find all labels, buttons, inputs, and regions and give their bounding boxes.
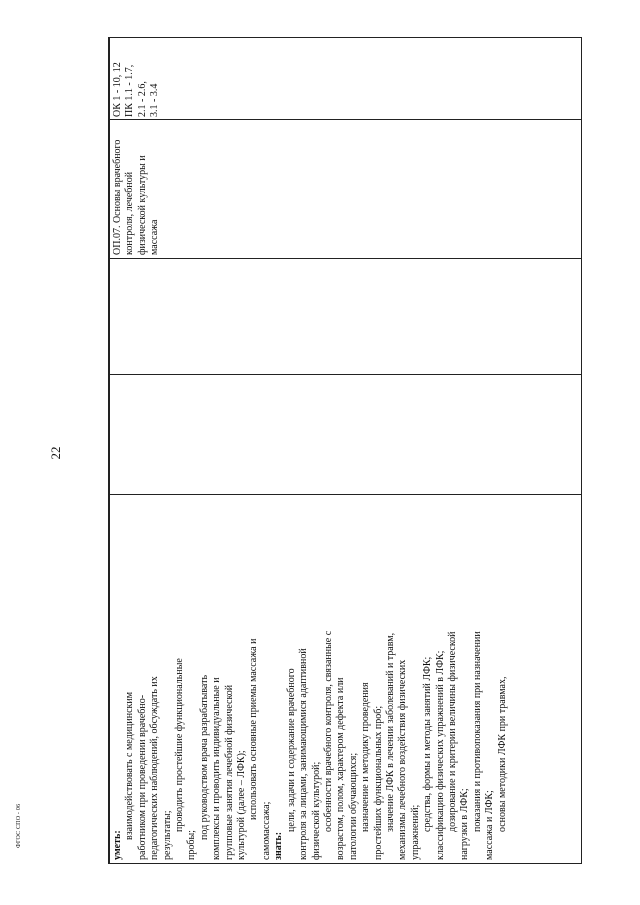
skill-line: возрастом, полом, характером дефекта или [335,677,347,860]
skill-line: механизмы лечебного воздействия физических [397,659,409,860]
skill-line: назначение и методику проведения [360,682,372,832]
skill-line: средства, формы и методы занятий ЛФК; [422,656,434,832]
skill-line: дозирование и критерии величины физической [446,631,458,832]
rotated-page-content [108,37,582,864]
competencies-cell [112,39,162,117]
column-divider [109,119,581,120]
competency-line: 3.1 - 3.4 [149,83,161,117]
skill-line: под руководством врача разрабатывать [198,674,210,840]
skill-line: самомассажа; [260,801,272,860]
skill-line: педагогических наблюдений, обсуждать их [149,676,161,860]
skill-line: групповые занятия лечебной физической [223,684,235,860]
skill-line: пробы; [186,830,198,860]
skill-line: взаимодействовать с медицинским [124,691,136,840]
section-heading: знать: [273,831,285,860]
skill-line: основы методики ЛФК при травмах, [496,676,508,832]
skill-line: проводить простейшие функциональные [174,658,186,832]
discipline-cell: ОП.07. Основы врачебного контроля, лечебной физической культуры и массажа [112,139,161,255]
skill-line: классификацию физических упражнений в ЛФК; [434,650,446,860]
skill-line: упражнений; [409,804,421,860]
skill-line: простейших функциональных проб; [372,705,384,860]
page-footer: ФГОС СПО - 06 [16,803,22,848]
column-divider [109,258,581,259]
skill-line: цели, задачи и содержание врачебного [285,668,297,832]
skill-line: значение ЛФК в лечении заболеваний и травм, [384,632,396,832]
skill-line: показания и противопоказания при назначении [471,631,483,832]
competency-line: 2.1 - 2.6, [136,81,148,117]
curriculum-table [108,37,582,864]
column-divider [109,374,581,375]
section-heading: уметь: [112,830,123,860]
skill-line: использовать основные приемы массажа и [248,638,260,820]
skill-line: результаты; [161,810,173,860]
skill-line: комплексы и проводить индивидуальные и [211,677,223,860]
skill-line: контроля за лицами, занимающимися адаптивной [298,648,310,860]
skill-line: работником при проведении врачебно- [136,694,148,860]
competency-line: ОК 1 - 10, 12 [112,62,123,117]
skill-line: физической культурой; [310,761,322,860]
column-divider [109,494,581,495]
skill-line: особенности врачебного контроля, связанные с [322,630,334,832]
page-number: 22 [48,446,63,460]
skill-line: патологии обучающихся; [347,752,359,860]
skills-knowledge-cell [112,498,509,860]
skill-line: нагрузки в ЛФК; [459,788,471,860]
skill-line: культурой (далее – ЛФК); [236,750,248,860]
skill-line: массажа и ЛФК; [484,790,496,860]
table-top-border [109,38,110,863]
competency-line: ПК 1.1 - 1.7, [124,64,136,117]
